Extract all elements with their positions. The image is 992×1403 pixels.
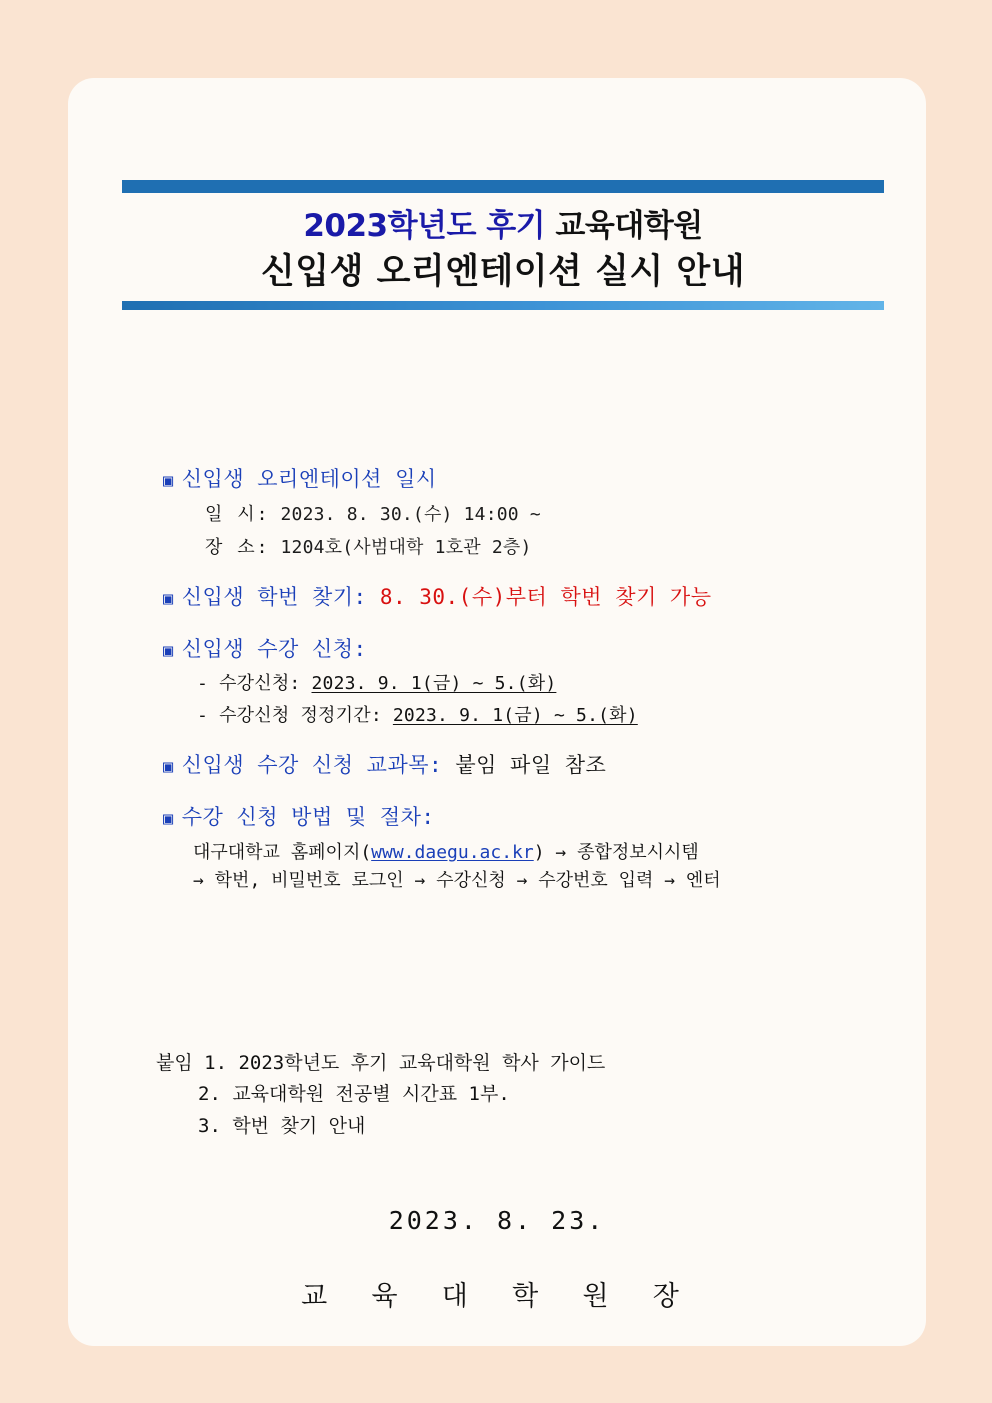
- title-rest-text: 교육대학원: [545, 208, 703, 244]
- section-heading: [163, 463, 893, 493]
- signature-authority: 교 육 대 학 원 장: [301, 1281, 693, 1312]
- attachment-item-3: 3. 학번 찾기 안내: [198, 1114, 366, 1137]
- bullet-marker-icon: ▣: [163, 589, 174, 609]
- attachment-item-1: 붙임 1. 2023학년도 후기 교육대학원 학사 가이드: [156, 1052, 606, 1074]
- title-text-group: [122, 193, 884, 301]
- section-heading-text: 신입생 수강 신청:: [181, 637, 367, 661]
- bullet-marker-icon: ▣: [163, 757, 174, 777]
- registration-method-suffix: ) → 종합정보시시템: [533, 842, 699, 863]
- section-student-id-lookup: [163, 581, 893, 611]
- title-block: [122, 180, 884, 310]
- orientation-datetime-row: [205, 500, 893, 526]
- title-bottom-bar: [122, 301, 884, 310]
- section-course-subjects: [163, 749, 893, 779]
- course-correction-period-value: 2023. 9. 1(금) ~ 5.(화): [392, 705, 638, 726]
- section-heading-text: 수강 신청 방법 및 절차:: [181, 805, 435, 829]
- student-id-lookup-highlight: 8. 30.(수)부터 학번 찾기 가능: [379, 585, 712, 609]
- title-line-1: [122, 207, 884, 246]
- registration-method-steps: [193, 839, 893, 895]
- section-heading-text: 신입생 오리엔테이션 일시: [181, 467, 437, 491]
- section-heading-text: 신입생 학번 찾기:: [181, 585, 380, 609]
- orientation-place-value: 1204호(사범대학 1호관 2층): [269, 537, 532, 558]
- university-homepage-link[interactable]: www.daegu.ac.kr: [371, 842, 534, 863]
- bullet-marker-icon: ▣: [163, 471, 174, 491]
- orientation-datetime-value: 2023. 8. 30.(수) 14:00 ~: [269, 504, 541, 525]
- registration-method-prefix: 대구대학교 홈페이지(: [193, 842, 372, 863]
- title-top-bar: [122, 180, 884, 193]
- course-correction-period-label: - 수강신청 정정기간:: [197, 705, 393, 726]
- course-correction-period-row: [197, 701, 893, 727]
- section-heading: [163, 801, 893, 831]
- course-subjects-note: 붙임 파일 참조: [455, 753, 607, 777]
- bullet-marker-icon: ▣: [163, 641, 174, 661]
- section-heading: [163, 749, 893, 779]
- registration-method-line-2: → 학번, 비밀번호 로그인 → 수강신청 → 수강번호 입력 → 엔터: [193, 869, 721, 891]
- attachments-list: [156, 1048, 605, 1142]
- section-orientation-datetime: [163, 463, 893, 559]
- section-heading: [163, 633, 893, 663]
- registration-method-line-1: [193, 839, 893, 867]
- title-accent-text: 2023학년도 후기: [303, 208, 546, 244]
- section-heading: [163, 581, 893, 611]
- bullet-marker-icon: ▣: [163, 809, 174, 829]
- title-line-2: 신입생 오리엔테이션 실시 안내: [260, 251, 746, 292]
- course-registration-period-label: - 수강신청:: [197, 673, 312, 694]
- attachment-item-2: 2. 교육대학원 전공별 시간표 1부.: [198, 1083, 510, 1106]
- section-course-registration: [163, 633, 893, 727]
- orientation-datetime-label: 일 시:: [205, 504, 270, 525]
- course-registration-period-value: 2023. 9. 1(금) ~ 5.(화): [311, 673, 557, 694]
- section-heading-text: 신입생 수강 신청 교과목:: [181, 753, 456, 777]
- orientation-place-row: [205, 533, 893, 559]
- body-content: [163, 463, 893, 917]
- course-registration-period-row: [197, 669, 893, 695]
- document-page: [68, 78, 926, 1346]
- section-registration-method: [163, 801, 893, 895]
- issue-date: 2023. 8. 23.: [388, 1206, 606, 1235]
- orientation-place-label: 장 소:: [205, 537, 270, 558]
